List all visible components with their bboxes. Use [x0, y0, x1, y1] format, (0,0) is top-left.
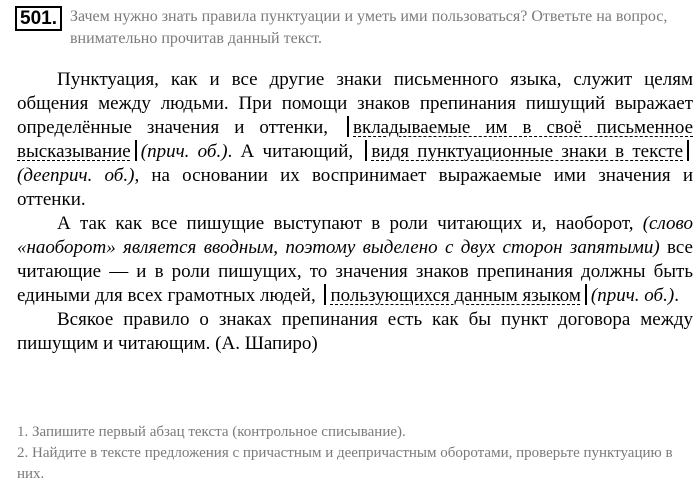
- boundary-mark: [687, 140, 689, 161]
- p2-part-c: .: [674, 285, 679, 306]
- participle-phrase-2: пользующихся данным языком: [330, 285, 581, 306]
- p2-part-a: А так как все пишущие выступают в роли читающих и, наоборот,: [57, 213, 634, 234]
- question-2: 2. Найдите в тексте предложения с причастным и деепричастным оборотами, проверьте пунктуацию в них.: [17, 445, 673, 482]
- paragraph-3: Всякое правило о знаках препинания есть как бы пункт договора между пишущим и читающим. (А. Шапиро): [17, 309, 693, 354]
- boundary-mark: [585, 284, 587, 305]
- questions: [17, 422, 693, 485]
- exercise-number: 501.: [15, 6, 62, 31]
- note-introductory: (слово «наоборот» является вводным, поэтому выделено с двух сторон запятыми): [17, 213, 694, 258]
- boundary-mark: [324, 284, 326, 305]
- p1-part-c: , на основании их воспринимает выражаемые ими значения и оттенки.: [17, 165, 694, 210]
- note-participle-2: (прич. об.): [590, 285, 675, 306]
- p2-part-b: все читающие — и в роли пишущих, то значения знаков препинания должны быть едиными для всех грамотных людей,: [17, 237, 693, 306]
- note-gerund: (дееприч. об.): [17, 165, 135, 186]
- p1-part-a: Пунктуация, как и все другие знаки письменного языка, служит целям общения между людьми. При помощи знаков препинания пишущий выражает определённые значения и оттенки,: [17, 69, 693, 138]
- question-1: 1. Запишите первый абзац текста (контрольное списывание).: [17, 424, 406, 440]
- boundary-mark: [135, 140, 137, 161]
- paragraph-1: [17, 68, 693, 212]
- participle-phrase-1: вкладываемые им в своё письменное высказывание: [17, 117, 694, 162]
- boundary-mark: [365, 140, 367, 161]
- p1-part-b: . А читающий,: [227, 141, 354, 162]
- gerund-phrase: видя пунктуационные знаки в тексте: [371, 141, 684, 162]
- note-participle-1: (прич. об.): [140, 141, 228, 162]
- paragraph-2: [17, 212, 693, 308]
- boundary-mark: [347, 116, 349, 137]
- exercise-task: Зачем нужно знать правила пунктуации и уметь ими пользоваться? Ответьте на вопрос, внимательно прочитав данный текст.: [70, 8, 668, 47]
- exercise-text: [17, 68, 693, 356]
